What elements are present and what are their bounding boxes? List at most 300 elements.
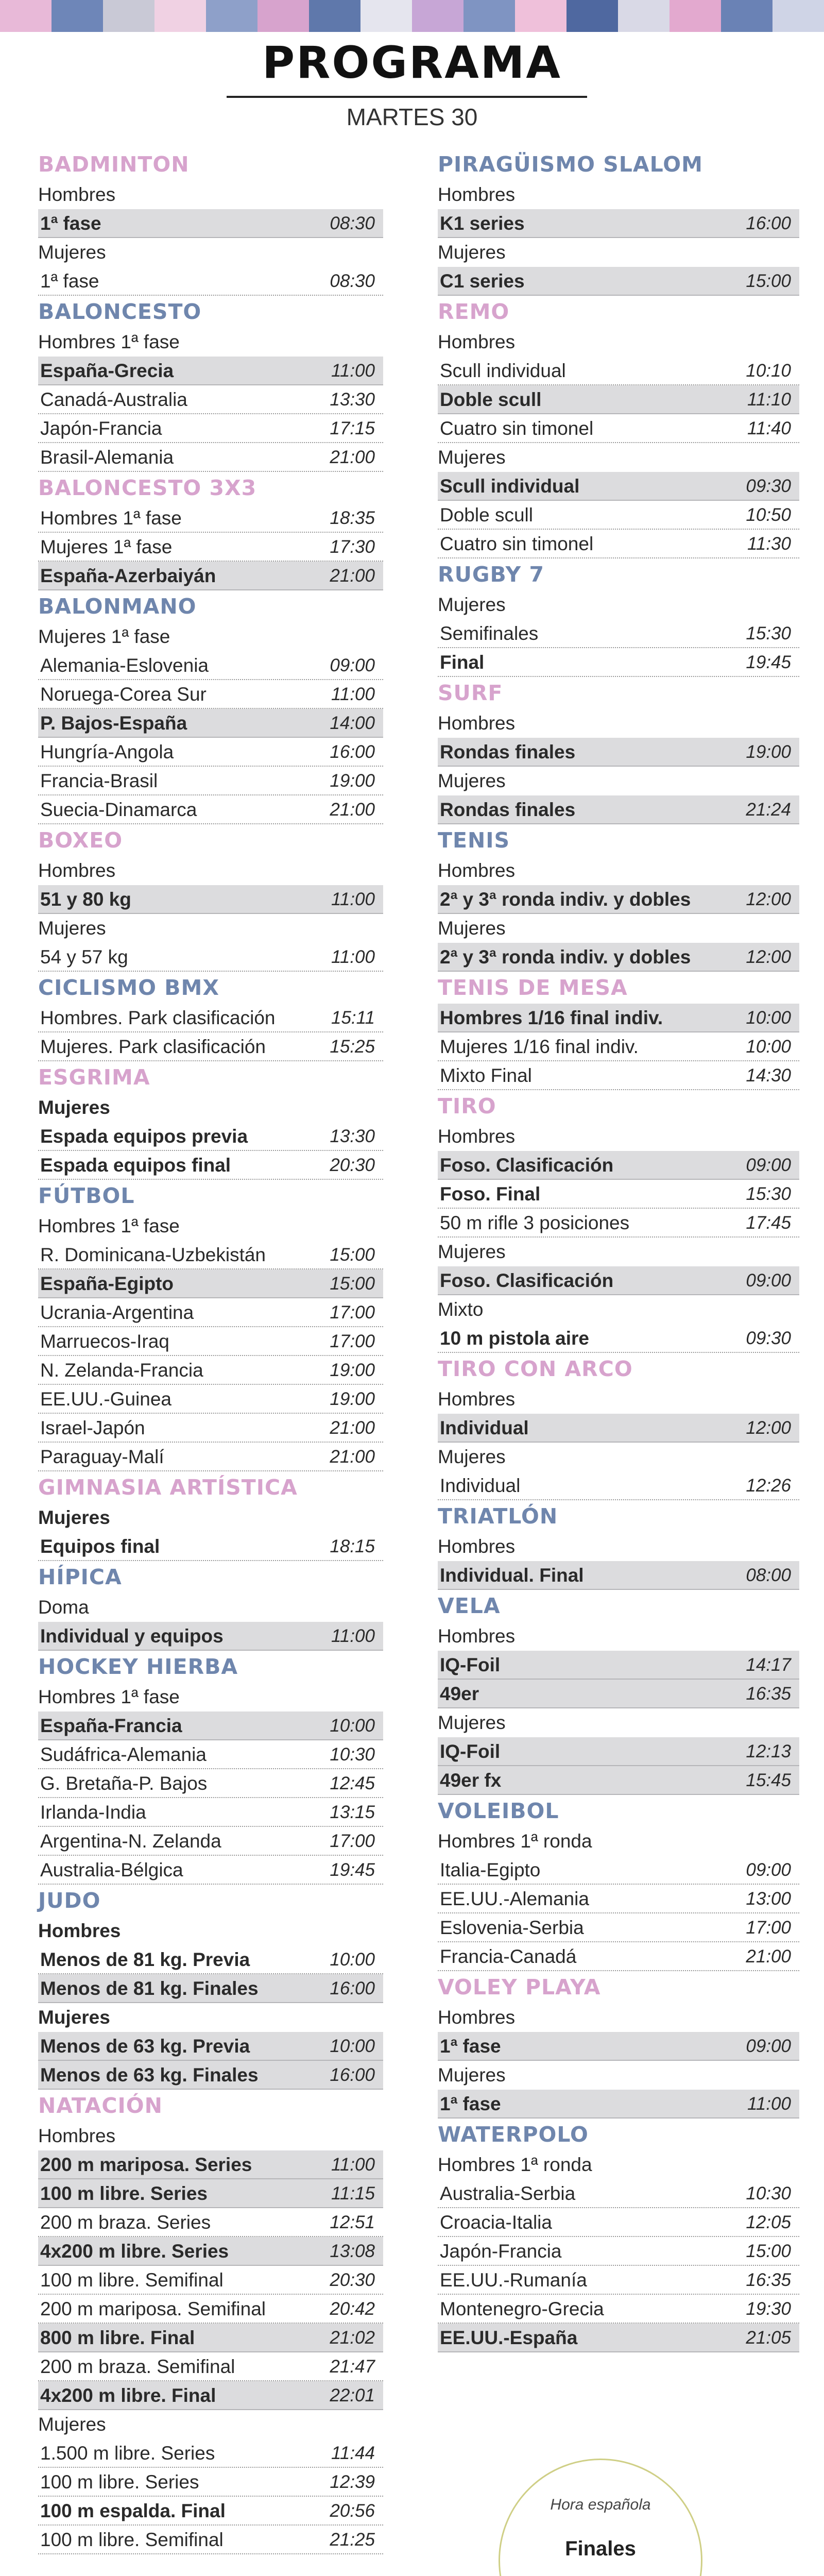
event-row [438,1471,799,1500]
event-time: 10:00 [330,2036,375,2056]
banner-stripe [412,0,464,32]
event-name: Australia-Bélgica [40,1859,183,1880]
event-row [438,1885,799,1913]
event-row [38,2208,383,2237]
schedule-right-column [438,148,799,2352]
sport-heading-balonmano: BALONMANO [38,594,197,619]
event-time: 20:56 [330,2501,375,2521]
event-name: España-Francia [40,1715,182,1736]
category-label: Hombres [438,1625,516,1647]
event-name: Rondas finales [440,799,576,820]
category-label: Mujeres [438,1446,506,1467]
event-time: 10:00 [330,1950,375,1970]
event-time: 08:00 [746,1565,791,1585]
event-row [38,1622,383,1651]
sport-heading-surf: SURF [438,681,503,705]
event-row [438,1766,799,1795]
sport-heading-futbol: FÚTBOL [38,1183,135,1208]
event-row [38,795,383,824]
event-row [38,1385,383,1414]
event-name: 49er fx [440,1770,502,1791]
event-name: Espada equipos final [40,1155,231,1176]
event-time: 11:44 [331,2443,375,2463]
event-time: 19:30 [746,2299,791,2319]
event-time: 21:00 [330,800,375,820]
category-label: Mixto [438,1299,484,1320]
event-name: Eslovenia-Serbia [440,1917,584,1938]
event-row [438,1856,799,1885]
event-time: 17:00 [330,1302,375,1323]
event-name: N. Zelanda-Francia [40,1360,203,1381]
event-name: 1ª fase [40,213,101,234]
banner-stripe [515,0,567,32]
event-time: 11:00 [331,1626,375,1646]
banner-stripe [618,0,670,32]
event-row [38,209,383,238]
event-name: Menos de 63 kg. Previa [40,2036,250,2057]
event-time: 16:35 [746,1684,791,1704]
event-name: 51 y 80 kg [40,889,131,910]
event-name: Semifinales [440,623,539,644]
event-name: 100 m libre. Semifinal [40,2269,224,2291]
event-time: 16:00 [330,742,375,762]
event-row [438,1180,799,1209]
event-time: 13:00 [746,1889,791,1909]
event-name: Menos de 81 kg. Previa [40,1949,250,1970]
event-name: 1ª fase [440,2036,501,2057]
category-label: Hombres [438,1536,516,1557]
event-name: 200 m braza. Semifinal [40,2356,235,2377]
banner-stripe [52,0,104,32]
event-name: Cuatro sin timonel [440,533,594,554]
event-name: Noruega-Corea Sur [40,684,207,705]
event-time: 15:30 [746,623,791,643]
event-row [438,795,799,824]
event-row [38,767,383,795]
event-time: 11:40 [747,418,791,438]
banner-stripe [721,0,773,32]
event-row [38,2468,383,2497]
sport-heading-badminton: BADMINTON [38,152,190,177]
category-label: Hombres 1ª fase [38,1686,180,1707]
event-name: Hombres. Park clasificación [40,1007,276,1028]
legend-time-note: Hora española [550,2496,651,2513]
event-name: G. Bretaña-P. Bajos [40,1773,208,1794]
category-label: Mujeres [438,1241,506,1262]
event-name: 1.500 m libre. Series [40,2443,215,2464]
category-label: Hombres [38,1920,121,1941]
event-time: 15:00 [330,1245,375,1265]
category-label: Hombres [438,2007,516,2028]
event-row [38,1298,383,1327]
event-name: Ucrania-Argentina [40,1302,194,1323]
sport-heading-remo: REMO [438,299,510,324]
decorative-banner [0,0,824,32]
event-row [38,443,383,472]
event-row [38,2439,383,2468]
event-row [38,1032,383,1061]
schedule-left-column [38,148,383,2554]
event-name: Mujeres 1ª fase [40,536,173,557]
banner-stripe [206,0,258,32]
event-time: 21:25 [330,2530,375,2550]
category-label: Doma [38,1597,89,1618]
event-name: Final [440,652,485,673]
event-time: 14:30 [746,1065,791,1086]
event-time: 09:00 [330,655,375,675]
event-row [38,2150,383,2179]
event-name: EE.UU.-Guinea [40,1388,171,1410]
event-time: 13:15 [330,1802,375,1822]
event-time: 17:00 [330,1331,375,1351]
banner-stripe [566,0,619,32]
event-name: Japón-Francia [40,418,162,439]
event-name: IQ-Foil [440,1654,501,1675]
event-row [38,2295,383,2324]
sport-heading-vela: VELA [438,1594,501,1618]
category-label: Hombres 1ª fase [38,1215,180,1236]
event-row [38,1740,383,1769]
event-name: Japón-Francia [440,2241,562,2262]
event-row [438,530,799,558]
event-row [438,1414,799,1443]
event-name: Israel-Japón [40,1417,145,1438]
event-name: Montenegro-Grecia [440,2298,604,2319]
event-name: Marruecos-Iraq [40,1331,169,1352]
event-name: EE.UU.-Alemania [440,1888,589,1909]
event-name: Alemania-Eslovenia [40,655,209,676]
event-row [438,648,799,677]
event-row [38,1711,383,1740]
event-row [38,2061,383,2090]
category-label: Hombres 1ª fase [38,331,180,352]
banner-stripe [360,0,413,32]
event-time: 11:00 [331,947,375,967]
banner-stripe [103,0,155,32]
event-time: 18:15 [330,1536,375,1556]
event-row [438,1209,799,1238]
event-time: 11:00 [331,2155,375,2175]
event-time: 19:00 [330,1360,375,1380]
event-row [38,943,383,972]
sport-heading-tiro-con-arco: TIRO CON ARCO [438,1357,633,1381]
event-row [38,414,383,443]
event-time: 11:00 [331,361,375,381]
event-name: 1ª fase [40,270,99,292]
category-label: Mujeres [38,242,106,263]
event-time: 15:00 [746,2241,791,2261]
event-time: 17:00 [330,1831,375,1851]
event-time: 15:25 [330,1037,375,1057]
sport-heading-boxeo: BOXEO [38,828,123,853]
category-label: Hombres 1ª ronda [438,2154,592,2175]
event-name: Francia-Brasil [40,770,158,791]
event-time: 12:00 [746,889,791,909]
event-name: Individual [440,1475,521,1496]
sport-heading-ciclismo-bmx: CICLISMO BMX [38,975,219,1000]
event-row [38,1974,383,2003]
event-row [438,1061,799,1090]
event-time: 12:00 [746,1418,791,1438]
event-time: 14:00 [330,713,375,733]
event-name: Brasil-Alemania [40,447,174,468]
category-label: Mujeres [438,594,506,615]
event-time: 15:30 [746,1184,791,1204]
event-name: Mujeres 1/16 final indiv. [440,1036,639,1057]
event-row [438,885,799,914]
sport-heading-judo: JUDO [38,1888,101,1913]
event-time: 19:00 [746,742,791,762]
sport-heading-waterpolo: WATERPOLO [438,2122,589,2147]
event-name: Hombres 1ª fase [40,507,182,529]
category-label: Mujeres [438,242,506,263]
event-time: 10:50 [746,505,791,525]
event-name: Mujeres. Park clasificación [40,1036,266,1057]
event-row [38,1945,383,1974]
event-row [438,1266,799,1295]
event-row [38,709,383,738]
event-time: 09:30 [746,1328,791,1348]
banner-stripe [464,0,516,32]
event-time: 15:45 [746,1770,791,1790]
event-time: 20:30 [330,2270,375,2290]
category-label: Hombres [438,1126,516,1147]
event-time: 14:17 [746,1655,791,1675]
category-label: Mujeres [38,2007,110,2028]
sport-heading-tenis-de-mesa: TENIS DE MESA [438,975,628,1000]
event-name: España-Azerbaiyán [40,565,216,586]
event-row [38,1356,383,1385]
event-time: 21:24 [746,800,791,820]
event-name: Cuatro sin timonel [440,418,594,439]
event-time: 21:02 [330,2328,375,2348]
event-time: 12:00 [746,947,791,967]
event-time: 13:30 [330,1126,375,1146]
event-time: 21:05 [746,2328,791,2348]
event-row [38,1414,383,1443]
event-name: Australia-Serbia [440,2183,576,2204]
event-time: 16:00 [746,213,791,233]
event-row [38,1798,383,1827]
event-name: Menos de 63 kg. Finales [40,2064,259,2086]
event-time: 13:30 [330,389,375,410]
event-row [38,533,383,562]
event-time: 21:47 [330,2357,375,2377]
event-time: 10:00 [330,1716,375,1736]
category-label: Mujeres [438,770,506,791]
category-label: Mujeres 1ª fase [38,626,170,647]
category-label: Mujeres [438,447,506,468]
event-name: EE.UU.-Rumanía [440,2269,587,2291]
event-time: 20:30 [330,1155,375,1175]
page-title: PROGRAMA [262,37,562,89]
event-row [438,209,799,238]
event-time: 11:10 [747,389,791,410]
event-time: 10:00 [746,1008,791,1028]
event-name: Foso. Clasificación [440,1270,614,1291]
event-row [38,2032,383,2061]
event-row [438,357,799,385]
sport-heading-baloncesto-3x3: BALONCESTO 3X3 [38,476,257,500]
event-row [38,504,383,533]
event-row [38,385,383,414]
event-name: 800 m libre. Final [40,2327,195,2348]
event-row [38,267,383,296]
event-row [438,738,799,767]
event-row [438,1561,799,1590]
event-time: 09:00 [746,1155,791,1175]
event-row [438,2324,799,2352]
event-name: España-Egipto [40,1273,174,1294]
event-name: 100 m libre. Series [40,2471,199,2493]
event-row [438,1680,799,1708]
category-label: Mujeres [38,2414,106,2435]
event-time: 16:00 [330,2065,375,2085]
category-label: Mujeres [38,918,106,939]
event-row [38,1241,383,1269]
event-row [38,1532,383,1561]
event-name: 2ª y 3ª ronda indiv. y dobles [440,889,691,910]
event-row [438,2179,799,2208]
event-row [438,1737,799,1766]
event-time: 21:00 [330,1447,375,1467]
category-label: Mujeres [438,918,506,939]
event-time: 19:00 [330,1389,375,1409]
event-row [38,885,383,914]
event-time: 17:30 [330,537,375,557]
event-time: 12:51 [330,2212,375,2232]
event-time: 12:26 [746,1476,791,1496]
event-name: 200 m mariposa. Series [40,2154,252,2175]
event-row [438,501,799,530]
event-row [438,1324,799,1353]
event-row [438,414,799,443]
event-name: Individual [440,1417,529,1438]
event-name: España-Grecia [40,360,174,381]
event-time: 09:00 [746,2036,791,2056]
event-name: 1ª fase [440,2093,501,2114]
event-name: Suecia-Dinamarca [40,799,197,820]
event-row [438,1651,799,1680]
sport-heading-baloncesto: BALONCESTO [38,299,202,324]
event-time: 11:30 [747,534,791,554]
event-time: 16:00 [330,1978,375,1998]
page-subtitle-date: MARTES 30 [346,104,478,130]
event-time: 10:10 [746,361,791,381]
event-row [38,1327,383,1356]
event-row [438,1004,799,1032]
event-row [438,1942,799,1971]
event-name: Paraguay-Malí [40,1446,164,1467]
event-row [38,1151,383,1180]
event-name: Foso. Final [440,1183,541,1205]
event-time: 12:05 [746,2212,791,2232]
event-time: 22:01 [330,2385,375,2405]
event-row [438,2295,799,2324]
event-name: Hombres 1/16 final indiv. [440,1007,663,1028]
event-name: Rondas finales [440,741,576,762]
event-row [438,619,799,648]
event-time: 10:30 [746,2183,791,2204]
event-name: 100 m libre. Semifinal [40,2529,224,2550]
event-time: 11:00 [331,889,375,909]
event-name: EE.UU.-España [440,2327,578,2348]
event-name: Espada equipos previa [40,1126,248,1147]
event-time: 10:00 [746,1037,791,1057]
legend-finals-key: Finales [565,2537,636,2560]
event-time: 15:00 [746,271,791,291]
event-name: Croacia-Italia [440,2212,552,2233]
sport-heading-hockey-hierba: HOCKEY HIERBA [38,1654,238,1679]
event-row [38,1769,383,1798]
event-row [438,2032,799,2061]
event-row [38,2497,383,2526]
event-name: Italia-Egipto [440,1859,541,1880]
event-time: 13:08 [330,2241,375,2261]
event-time: 12:13 [746,1741,791,1761]
category-label: Hombres 1ª ronda [438,1831,592,1852]
event-time: 19:45 [330,1860,375,1880]
event-time: 12:45 [330,1773,375,1793]
event-time: 16:35 [746,2270,791,2290]
category-label: Hombres [438,860,516,881]
event-row [38,2381,383,2410]
event-name: Sudáfrica-Alemania [40,1744,207,1765]
legend-circle [499,2459,702,2576]
event-name: Doble scull [440,389,542,410]
event-name: 2ª y 3ª ronda indiv. y dobles [440,946,691,968]
event-row [438,385,799,414]
event-name: 4x200 m libre. Series [40,2241,229,2262]
event-name: Irlanda-India [40,1802,146,1823]
event-time: 20:42 [330,2299,375,2319]
event-name: Canadá-Australia [40,389,187,410]
event-time: 15:11 [331,1008,375,1028]
event-name: Equipos final [40,1536,160,1557]
event-time: 19:00 [330,771,375,791]
category-label: Hombres [38,2125,116,2146]
sport-heading-esgrima: ESGRIMA [38,1065,150,1090]
event-row [38,1827,383,1856]
event-name: Hungría-Angola [40,741,174,762]
event-name: Mixto Final [440,1065,532,1086]
event-time: 18:35 [330,508,375,528]
banner-stripe [0,0,52,32]
event-time: 09:00 [746,1270,791,1291]
event-time: 21:00 [746,1946,791,1967]
banner-stripe [154,0,207,32]
event-name: Individual. Final [440,1565,584,1586]
event-row [38,2237,383,2266]
event-row [38,651,383,680]
category-label: Hombres [438,713,516,734]
event-time: 10:30 [330,1744,375,1765]
event-time: 17:15 [330,418,375,438]
category-label: Hombres [38,860,116,881]
event-row [38,1122,383,1151]
event-row [38,1004,383,1032]
event-time: 21:00 [330,1418,375,1438]
event-row [438,2090,799,2119]
banner-stripe [670,0,722,32]
event-name: P. Bajos-España [40,713,187,734]
event-name: 4x200 m libre. Final [40,2385,216,2406]
banner-stripe [772,0,824,32]
banner-stripe [309,0,361,32]
event-row [38,2352,383,2381]
event-name: 10 m pistola aire [440,1328,589,1349]
event-row [438,1032,799,1061]
